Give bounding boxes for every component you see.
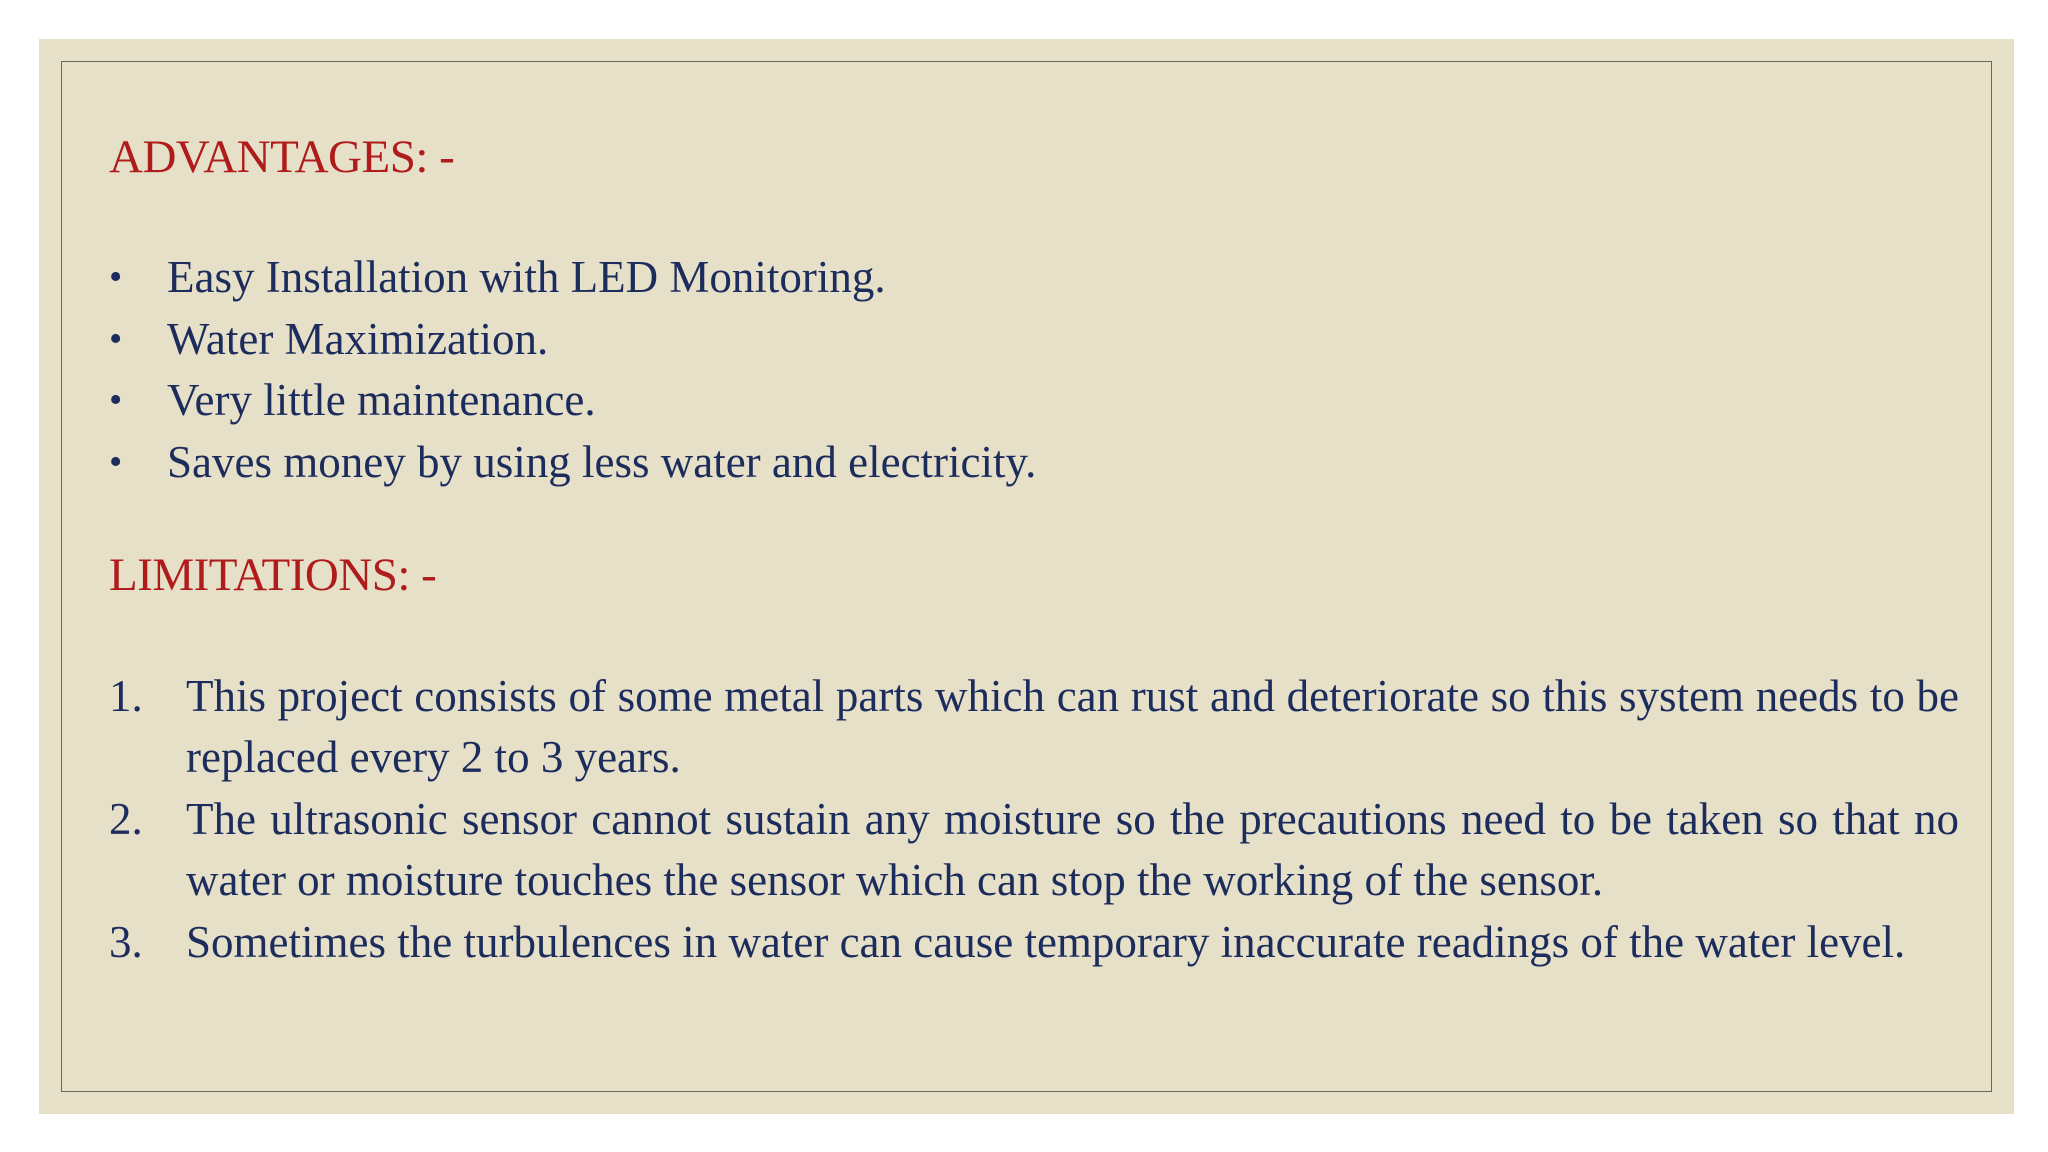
slide (39, 39, 2014, 1114)
limitations-item-number: 1. (109, 670, 143, 721)
limitations-item (109, 666, 1959, 789)
advantages-item-text: Water Maximization. (167, 313, 549, 364)
advantages-item (109, 309, 1959, 371)
limitations-heading: LIMITATIONS: - (109, 549, 437, 602)
limitations-item-text: Sometimes the turbulences in water can cause temporary inaccurate readings of the water level. (186, 916, 1906, 967)
limitations-item-text: The ultrasonic sensor cannot sustain any moisture so the precautions need to be taken so that no water or moisture touches the sensor which can stop the working of the sensor. (186, 793, 1959, 906)
bullet-icon: • (109, 440, 123, 483)
advantages-heading: ADVANTAGES: - (109, 131, 455, 183)
advantages-item (109, 247, 1959, 309)
limitations-item (109, 912, 1959, 974)
advantages-item-text: Easy Installation with LED Monitoring. (167, 252, 886, 303)
bullet-icon: • (109, 256, 123, 299)
advantages-item (109, 432, 1959, 494)
advantages-list (109, 247, 1959, 493)
bullet-icon: • (109, 379, 123, 422)
bullet-icon: • (109, 317, 123, 360)
limitations-item-number: 3. (109, 916, 143, 967)
slide-content (109, 129, 1959, 973)
advantages-item-text: Saves money by using less water and electricity. (167, 436, 1037, 487)
limitations-item-number: 2. (109, 793, 143, 844)
limitations-item (109, 789, 1959, 912)
advantages-item-text: Very little maintenance. (167, 375, 596, 426)
advantages-item (109, 370, 1959, 432)
limitations-list (109, 666, 1959, 974)
limitations-item-text: This project consists of some metal parts which can rust and deteriorate so this system needs to be replaced every 2 to 3 years. (186, 670, 1959, 783)
